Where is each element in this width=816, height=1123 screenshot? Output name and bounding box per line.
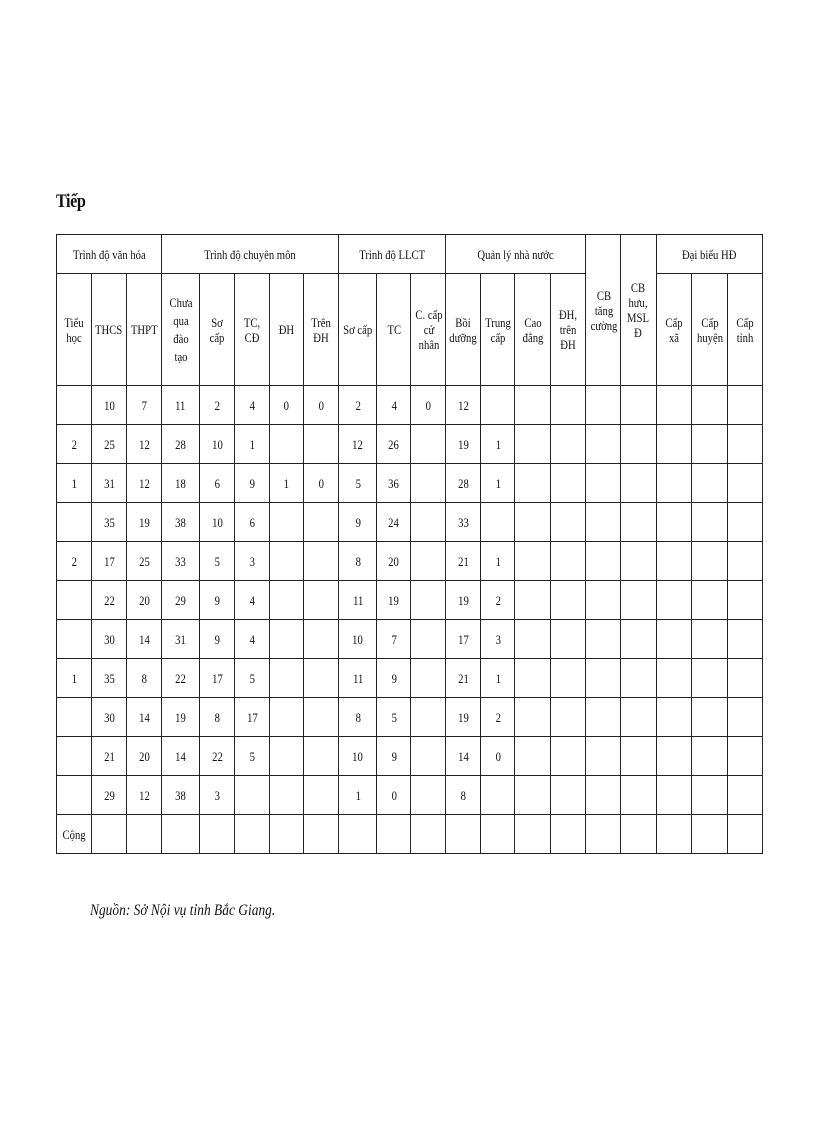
- table-cell: [270, 659, 304, 698]
- table-cell: [304, 776, 339, 815]
- table-cell: 21: [446, 659, 481, 698]
- table-cell: [551, 503, 585, 542]
- table-cell: 11: [162, 386, 200, 425]
- table-cell: [551, 542, 585, 581]
- table-cell: 0: [377, 776, 411, 815]
- table-cell: 1: [481, 425, 515, 464]
- table-cell: [656, 464, 691, 503]
- column-header: C. cấp cử nhân: [411, 274, 446, 386]
- table-cell: 0: [411, 386, 446, 425]
- table-cell: [691, 659, 727, 698]
- table-cell: [411, 620, 446, 659]
- statistics-table: [56, 234, 763, 854]
- table-cell: 6: [200, 464, 235, 503]
- table-cell: [304, 542, 339, 581]
- table-cell: 6: [235, 503, 270, 542]
- table-cell: 20: [127, 581, 162, 620]
- table-cell: 28: [162, 425, 200, 464]
- table-cell: [727, 776, 762, 815]
- table-cell: [411, 464, 446, 503]
- table-cell: 12: [339, 425, 377, 464]
- table-cell: [656, 581, 691, 620]
- table-cell: [656, 503, 691, 542]
- table-cell: [57, 620, 92, 659]
- table-cell: [620, 620, 656, 659]
- table-cell: [446, 815, 481, 854]
- table-cell: 8: [339, 542, 377, 581]
- column-header: Sơ cấp: [339, 274, 377, 386]
- table-cell: 38: [162, 503, 200, 542]
- table-cell: [585, 698, 620, 737]
- column-header: TC: [377, 274, 411, 386]
- table-cell: 22: [162, 659, 200, 698]
- table-row: [57, 425, 763, 464]
- table-cell: 8: [127, 659, 162, 698]
- table-cell: [57, 503, 92, 542]
- table-cell: [377, 815, 411, 854]
- table-cell: 5: [377, 698, 411, 737]
- table-cell: 30: [92, 620, 127, 659]
- table-cell: 33: [446, 503, 481, 542]
- table-cell: 3: [200, 776, 235, 815]
- table-cell: 5: [339, 464, 377, 503]
- table-cell: 19: [127, 503, 162, 542]
- table-cell: 2: [339, 386, 377, 425]
- table-cell: 3: [235, 542, 270, 581]
- table-cell: 29: [162, 581, 200, 620]
- table-cell: 0: [270, 386, 304, 425]
- table-cell: [620, 659, 656, 698]
- table-cell: [620, 698, 656, 737]
- table-cell: [515, 776, 551, 815]
- table-cell: [411, 815, 446, 854]
- table-cell: [270, 503, 304, 542]
- table-cell: [162, 815, 200, 854]
- table-cell: 5: [200, 542, 235, 581]
- table-cell: [270, 737, 304, 776]
- table-cell: [304, 425, 339, 464]
- table-cell: 30: [92, 698, 127, 737]
- table-cell: [411, 698, 446, 737]
- table-cell: 9: [200, 581, 235, 620]
- table-row: [57, 659, 763, 698]
- table-cell: 24: [377, 503, 411, 542]
- table-cell: [515, 737, 551, 776]
- table-cell: 9: [377, 737, 411, 776]
- table-cell: 18: [162, 464, 200, 503]
- table-cell: 2: [481, 581, 515, 620]
- table-cell: [57, 776, 92, 815]
- table-cell: [92, 815, 127, 854]
- table-cell: [57, 698, 92, 737]
- table-cell: 20: [377, 542, 411, 581]
- table-cell: [200, 815, 235, 854]
- table-cell: 31: [92, 464, 127, 503]
- table-cell: 11: [339, 581, 377, 620]
- table-cell: [620, 425, 656, 464]
- table-cell: [515, 698, 551, 737]
- table-row: [57, 737, 763, 776]
- table-cell: [411, 776, 446, 815]
- table-cell: 0: [481, 737, 515, 776]
- table-cell: [656, 698, 691, 737]
- table-cell: 9: [200, 620, 235, 659]
- column-header: ĐH: [270, 274, 304, 386]
- table-cell: 21: [92, 737, 127, 776]
- table-row: [57, 776, 763, 815]
- table-cell: 22: [200, 737, 235, 776]
- table-cell: [304, 620, 339, 659]
- table-cell: [585, 659, 620, 698]
- table-cell: [270, 815, 304, 854]
- table-cell: [270, 581, 304, 620]
- table-body: [57, 386, 763, 815]
- table-cell: [551, 776, 585, 815]
- table-cell: [270, 542, 304, 581]
- table-cell: 29: [92, 776, 127, 815]
- table-cell: [270, 620, 304, 659]
- table-cell: [551, 464, 585, 503]
- table-cell: [515, 659, 551, 698]
- table-cell: [585, 776, 620, 815]
- table-cell: [691, 542, 727, 581]
- table-cell: [515, 581, 551, 620]
- table-cell: [727, 698, 762, 737]
- table-cell: [656, 659, 691, 698]
- table-cell: [551, 386, 585, 425]
- table-cell: 3: [481, 620, 515, 659]
- table-cell: [620, 737, 656, 776]
- table-cell: [656, 620, 691, 659]
- table-cell: 2: [200, 386, 235, 425]
- table-cell: 4: [235, 386, 270, 425]
- table-cell: 35: [92, 503, 127, 542]
- table-row: [57, 464, 763, 503]
- table-cell: 26: [377, 425, 411, 464]
- table-cell: [304, 698, 339, 737]
- table-cell: 19: [446, 698, 481, 737]
- table-cell: 17: [235, 698, 270, 737]
- table-cell: 33: [162, 542, 200, 581]
- column-header: TC, CĐ: [235, 274, 270, 386]
- table-cell: [727, 425, 762, 464]
- table-cell: [551, 698, 585, 737]
- table-cell: 8: [200, 698, 235, 737]
- table-cell: 12: [446, 386, 481, 425]
- table-cell: [620, 776, 656, 815]
- table-cell: 20: [127, 737, 162, 776]
- table-cell: [620, 542, 656, 581]
- table-cell: [515, 542, 551, 581]
- table-cell: 12: [127, 425, 162, 464]
- table-cell: [57, 386, 92, 425]
- table-cell: [411, 542, 446, 581]
- table-cell: 28: [446, 464, 481, 503]
- table-cell: [551, 620, 585, 659]
- table-row: [57, 581, 763, 620]
- table-cell: 0: [304, 464, 339, 503]
- table-cell: [270, 776, 304, 815]
- table-cell: [691, 464, 727, 503]
- table-cell: 14: [127, 698, 162, 737]
- table-cell: [304, 503, 339, 542]
- column-header: Trung cấp: [481, 274, 515, 386]
- table-cell: [551, 737, 585, 776]
- table-cell: 1: [57, 659, 92, 698]
- table-cell: [727, 542, 762, 581]
- table-cell: [411, 425, 446, 464]
- table-cell: 12: [127, 776, 162, 815]
- table-cell: 17: [200, 659, 235, 698]
- table-cell: [620, 386, 656, 425]
- table-group-header-row: [57, 235, 763, 274]
- table-cell: [411, 737, 446, 776]
- table-cell: [620, 815, 656, 854]
- table-cell: [691, 620, 727, 659]
- table-cell: 17: [92, 542, 127, 581]
- table-row: [57, 542, 763, 581]
- column-header: Cấp xã: [656, 274, 691, 386]
- table-cell: [270, 698, 304, 737]
- table-cell: 11: [339, 659, 377, 698]
- table-cell: [727, 620, 762, 659]
- table-cell: [620, 581, 656, 620]
- table-cell: 2: [481, 698, 515, 737]
- column-header: Tiểu học: [57, 274, 92, 386]
- table-cell: 19: [446, 425, 481, 464]
- table-cell: [585, 425, 620, 464]
- column-header: THPT: [127, 274, 162, 386]
- table-cell: [515, 620, 551, 659]
- table-cell: [727, 659, 762, 698]
- group-header-van-hoa: Trình độ văn hóa: [57, 235, 162, 274]
- table-cell: 19: [446, 581, 481, 620]
- table-cell: [411, 659, 446, 698]
- table-cell: 2: [57, 542, 92, 581]
- group-header-qlnn: Quản lý nhà nước: [446, 235, 585, 274]
- table-cell: 38: [162, 776, 200, 815]
- table-cell: 8: [446, 776, 481, 815]
- table-cell: [515, 503, 551, 542]
- table-cell: 1: [339, 776, 377, 815]
- table-cell: [411, 581, 446, 620]
- table-cell: [727, 464, 762, 503]
- table-cell: 22: [92, 581, 127, 620]
- table-cell: 17: [446, 620, 481, 659]
- total-row: [57, 815, 763, 854]
- table-cell: [656, 737, 691, 776]
- table-cell: [235, 776, 270, 815]
- column-header: Cấp tỉnh: [727, 274, 762, 386]
- table-cell: 5: [235, 737, 270, 776]
- table-cell: [727, 503, 762, 542]
- source-note: Nguồn: Sở Nội vụ tỉnh Bắc Giang.: [90, 902, 276, 919]
- table-cell: 10: [339, 737, 377, 776]
- table-cell: 4: [235, 620, 270, 659]
- table-cell: 36: [377, 464, 411, 503]
- table-cell: 9: [377, 659, 411, 698]
- table-cell: [304, 815, 339, 854]
- table-cell: 10: [200, 503, 235, 542]
- table-cell: [656, 425, 691, 464]
- table-cell: [57, 737, 92, 776]
- column-header: Trên ĐH: [304, 274, 339, 386]
- table-cell: 10: [339, 620, 377, 659]
- table-cell: 14: [162, 737, 200, 776]
- table-cell: [620, 503, 656, 542]
- table-cell: [691, 815, 727, 854]
- header-cb-huu: CB hưu, MSL Đ: [620, 235, 656, 386]
- table-cell: [481, 386, 515, 425]
- table-cell: [656, 542, 691, 581]
- table-cell: [411, 503, 446, 542]
- group-header-dai-bieu: Đại biểu HĐ: [656, 235, 762, 274]
- table-cell: 19: [162, 698, 200, 737]
- table-cell: [656, 815, 691, 854]
- column-header: Bồi dưỡng: [446, 274, 481, 386]
- table-cell: [481, 503, 515, 542]
- table-cell: [727, 386, 762, 425]
- table-cell: [727, 737, 762, 776]
- table-cell: 2: [57, 425, 92, 464]
- column-header: Cấp huyện: [691, 274, 727, 386]
- table-cell: [691, 698, 727, 737]
- table-cell: [235, 815, 270, 854]
- table-cell: [304, 581, 339, 620]
- table-cell: [339, 815, 377, 854]
- table-cell: [515, 464, 551, 503]
- table-cell: 9: [235, 464, 270, 503]
- table-cell: [691, 737, 727, 776]
- table-cell: [656, 386, 691, 425]
- table-cell: [691, 425, 727, 464]
- column-header: Cao đẳng: [515, 274, 551, 386]
- table-cell: [585, 620, 620, 659]
- table-cell: 35: [92, 659, 127, 698]
- table-column-header-row: [57, 274, 763, 386]
- table-cell: [515, 425, 551, 464]
- table-cell: 14: [446, 737, 481, 776]
- table-cell: [551, 581, 585, 620]
- table-cell: 31: [162, 620, 200, 659]
- table-cell: [727, 815, 762, 854]
- table-cell: 7: [377, 620, 411, 659]
- table-cell: 12: [127, 464, 162, 503]
- table-cell: [585, 386, 620, 425]
- table-cell: [585, 737, 620, 776]
- table-cell: 1: [481, 659, 515, 698]
- table-cell: [691, 503, 727, 542]
- table-row: [57, 386, 763, 425]
- table-cell: [585, 503, 620, 542]
- table-cell: [304, 659, 339, 698]
- table-row: [57, 620, 763, 659]
- table-cell: 7: [127, 386, 162, 425]
- table-cell: 0: [304, 386, 339, 425]
- table-cell: [551, 425, 585, 464]
- table-cell: 19: [377, 581, 411, 620]
- table-cell: 25: [127, 542, 162, 581]
- header-cb-tang-cuong: CB tăng cường: [585, 235, 620, 386]
- group-header-llct: Trình độ LLCT: [339, 235, 446, 274]
- table-cell: [691, 776, 727, 815]
- table-cell: [481, 815, 515, 854]
- column-header: ĐH, trên ĐH: [551, 274, 585, 386]
- table-cell: [585, 464, 620, 503]
- table-cell: [304, 737, 339, 776]
- table-cell: [656, 776, 691, 815]
- table-cell: [127, 815, 162, 854]
- column-header: Sơ cấp: [200, 274, 235, 386]
- table-cell: 10: [92, 386, 127, 425]
- table-cell: 25: [92, 425, 127, 464]
- table-cell: 1: [57, 464, 92, 503]
- table-cell: [481, 776, 515, 815]
- table-cell: 4: [235, 581, 270, 620]
- table-cell: [57, 581, 92, 620]
- table-cell: 9: [339, 503, 377, 542]
- group-header-chuyen-mon: Trình độ chuyên môn: [162, 235, 339, 274]
- table-cell: [585, 542, 620, 581]
- total-label: Cộng: [57, 815, 92, 854]
- column-header: THCS: [92, 274, 127, 386]
- table-cell: [551, 815, 585, 854]
- table-cell: [515, 815, 551, 854]
- table-cell: [691, 386, 727, 425]
- table-cell: [551, 659, 585, 698]
- table-cell: 8: [339, 698, 377, 737]
- table-cell: [727, 581, 762, 620]
- column-header: Chưa qua đào tạo: [162, 274, 200, 386]
- table-cell: 4: [377, 386, 411, 425]
- table-cell: 1: [270, 464, 304, 503]
- table-cell: [270, 425, 304, 464]
- table-cell: [515, 386, 551, 425]
- table-cell: 5: [235, 659, 270, 698]
- page-heading: Tiếp: [56, 191, 86, 212]
- table-cell: 14: [127, 620, 162, 659]
- table-cell: 21: [446, 542, 481, 581]
- table-cell: 1: [235, 425, 270, 464]
- table-cell: [691, 581, 727, 620]
- table-row: [57, 503, 763, 542]
- table-cell: 1: [481, 464, 515, 503]
- table-cell: 10: [200, 425, 235, 464]
- table-row: [57, 698, 763, 737]
- table-cell: 1: [481, 542, 515, 581]
- table-cell: [620, 464, 656, 503]
- table-cell: [585, 581, 620, 620]
- table-cell: [585, 815, 620, 854]
